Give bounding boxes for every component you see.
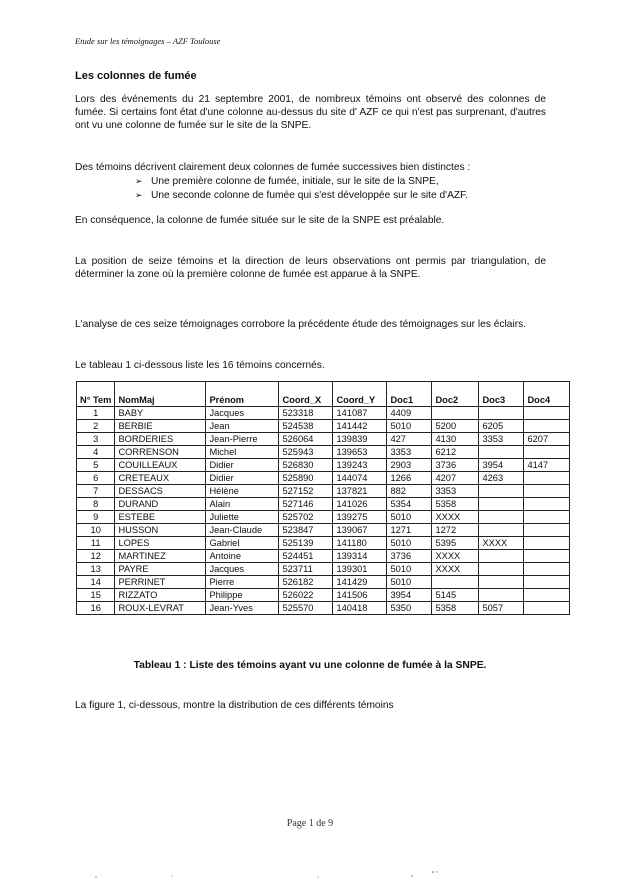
table-cell: [479, 563, 524, 576]
table-cell: 10: [77, 524, 115, 537]
scan-specks: [0, 860, 620, 880]
table-cell: BORDERIES: [115, 433, 206, 446]
table-cell: 15: [77, 589, 115, 602]
table-cell: Jean-Claude: [206, 524, 279, 537]
table-cell: Didier: [206, 459, 279, 472]
table-cell: [524, 420, 570, 433]
table-cell: Pierre: [206, 576, 279, 589]
section-title: Les colonnes de fumée: [75, 70, 197, 82]
table-cell: 11: [77, 537, 115, 550]
table-cell: 1266: [387, 472, 432, 485]
table-cell: 5354: [387, 498, 432, 511]
table-row: [77, 498, 570, 511]
table-cell: XXXX: [432, 511, 479, 524]
table-cell: 139067: [333, 524, 387, 537]
table-cell: 6207: [524, 433, 570, 446]
triangulation-paragraph: La position de seize témoins et la direction de leurs observations ont permis par triangulation, de déterminer la zone où la première colonne de fumée est apparue à la SNPE.: [75, 256, 546, 280]
table-cell: 141506: [333, 589, 387, 602]
table-cell: 523318: [279, 407, 333, 420]
table-cell: 4147: [524, 459, 570, 472]
table-cell: [479, 498, 524, 511]
analysis-paragraph: L'analyse de ces seize témoignages corrobore la précédente étude des témoignages sur les éclairs.: [75, 319, 527, 330]
table-cell: 5010: [387, 511, 432, 524]
table-row: [77, 524, 570, 537]
header-cell: Doc4: [524, 382, 570, 407]
table-cell: Antoine: [206, 550, 279, 563]
table-cell: 139653: [333, 446, 387, 459]
table-cell: 4207: [432, 472, 479, 485]
table-cell: DESSACS: [115, 485, 206, 498]
table-cell: [524, 589, 570, 602]
table-cell: 141180: [333, 537, 387, 550]
table-cell: 2903: [387, 459, 432, 472]
table-cell: 526064: [279, 433, 333, 446]
table-cell: [479, 589, 524, 602]
table-cell: 5200: [432, 420, 479, 433]
table-cell: DURAND: [115, 498, 206, 511]
table-cell: 141442: [333, 420, 387, 433]
table-cell: 137821: [333, 485, 387, 498]
table-cell: [432, 407, 479, 420]
table-cell: ESTEBE: [115, 511, 206, 524]
table-cell: 525943: [279, 446, 333, 459]
header-cell: NomMaj: [115, 382, 206, 407]
table-row: [77, 459, 570, 472]
table-cell: 525702: [279, 511, 333, 524]
witness-table: [76, 381, 570, 615]
table-cell: 527146: [279, 498, 333, 511]
table-cell: 1271: [387, 524, 432, 537]
table-cell: 4263: [479, 472, 524, 485]
table-cell: 3736: [387, 550, 432, 563]
table-cell: 5358: [432, 498, 479, 511]
table-cell: 141429: [333, 576, 387, 589]
table-row: [77, 433, 570, 446]
table-cell: XXXX: [479, 537, 524, 550]
table-cell: 3353: [479, 433, 524, 446]
table-header-row: [77, 382, 570, 407]
table-cell: 13: [77, 563, 115, 576]
bullet-item: [135, 175, 439, 188]
table-cell: 5057: [479, 602, 524, 615]
table-row: [77, 576, 570, 589]
table-cell: 5358: [432, 602, 479, 615]
header-cell: Doc1: [387, 382, 432, 407]
table-row: [77, 589, 570, 602]
table-cell: 5010: [387, 420, 432, 433]
table-cell: 8: [77, 498, 115, 511]
table-cell: 5350: [387, 602, 432, 615]
table-cell: 1272: [432, 524, 479, 537]
table-cell: 4409: [387, 407, 432, 420]
table-row: [77, 420, 570, 433]
header-cell: Coord_Y: [333, 382, 387, 407]
table-cell: 3954: [479, 459, 524, 472]
table-cell: 139839: [333, 433, 387, 446]
table-cell: 5010: [387, 576, 432, 589]
consequence-paragraph: En conséquence, la colonne de fumée située sur le site de la SNPE est préalable.: [75, 215, 445, 226]
table-cell: 9: [77, 511, 115, 524]
table-cell: Juliette: [206, 511, 279, 524]
table-cell: BABY: [115, 407, 206, 420]
table-cell: [479, 524, 524, 537]
header-cell: Doc2: [432, 382, 479, 407]
table-cell: PAYRE: [115, 563, 206, 576]
table-cell: RIZZATO: [115, 589, 206, 602]
table-cell: MARTINEZ: [115, 550, 206, 563]
table-cell: 5395: [432, 537, 479, 550]
table-cell: [479, 576, 524, 589]
table-row: [77, 485, 570, 498]
table-row: [77, 563, 570, 576]
table-cell: 3353: [432, 485, 479, 498]
table-cell: [479, 446, 524, 459]
table-cell: 523847: [279, 524, 333, 537]
table-cell: Gabriel: [206, 537, 279, 550]
table-cell: 12: [77, 550, 115, 563]
table-cell: 524451: [279, 550, 333, 563]
table-cell: CORRENSON: [115, 446, 206, 459]
table-cell: 144074: [333, 472, 387, 485]
table-cell: [479, 550, 524, 563]
bullet-item: [135, 189, 468, 202]
table-cell: [524, 485, 570, 498]
header-cell: Prénom: [206, 382, 279, 407]
table-cell: 139301: [333, 563, 387, 576]
table-cell: 527152: [279, 485, 333, 498]
table-cell: ROUX-LEVRAT: [115, 602, 206, 615]
table-row: [77, 472, 570, 485]
arrow-bullet-icon: ➢: [135, 190, 143, 200]
table-cell: 1: [77, 407, 115, 420]
table-cell: LOPES: [115, 537, 206, 550]
table-cell: [524, 407, 570, 420]
table-cell: 525570: [279, 602, 333, 615]
table-cell: 6212: [432, 446, 479, 459]
table-intro-paragraph: Le tableau 1 ci-dessous liste les 16 témoins concernés.: [75, 360, 325, 371]
table-cell: 141026: [333, 498, 387, 511]
table-cell: Jean: [206, 420, 279, 433]
table-cell: 526182: [279, 576, 333, 589]
header-cell: Coord_X: [279, 382, 333, 407]
table-cell: Jean-Yves: [206, 602, 279, 615]
table-row: [77, 446, 570, 459]
table-cell: 3353: [387, 446, 432, 459]
table-cell: XXXX: [432, 563, 479, 576]
table-cell: [479, 511, 524, 524]
table-cell: Michel: [206, 446, 279, 459]
table-cell: 525890: [279, 472, 333, 485]
table-cell: [524, 524, 570, 537]
table-cell: 7: [77, 485, 115, 498]
table-caption: Tableau 1 : Liste des témoins ayant vu une colonne de fumée à la SNPE.: [133, 660, 487, 671]
table-cell: 5010: [387, 537, 432, 550]
two-columns-paragraph: Des témoins décrivent clairement deux colonnes de fumée successives bien distinctes :: [75, 162, 471, 173]
table-cell: 4130: [432, 433, 479, 446]
table-cell: 427: [387, 433, 432, 446]
table-cell: 524538: [279, 420, 333, 433]
table-cell: 139314: [333, 550, 387, 563]
table-cell: PERRINET: [115, 576, 206, 589]
table-body: [77, 407, 570, 615]
table-cell: Didier: [206, 472, 279, 485]
table-cell: Jean-Pierre: [206, 433, 279, 446]
table-cell: 5010: [387, 563, 432, 576]
table-cell: [524, 511, 570, 524]
table-row: [77, 550, 570, 563]
table-cell: 6: [77, 472, 115, 485]
table-cell: [524, 498, 570, 511]
table-cell: COUILLEAUX: [115, 459, 206, 472]
table-cell: 2: [77, 420, 115, 433]
table-cell: 882: [387, 485, 432, 498]
table-cell: Alain: [206, 498, 279, 511]
running-header: Etude sur les témoignages – AZF Toulouse: [75, 36, 221, 46]
table-cell: Hélène: [206, 485, 279, 498]
bullet-text: Une première colonne de fumée, initiale, sur le site de la SNPE,: [151, 176, 439, 187]
table-cell: 6205: [479, 420, 524, 433]
table-cell: BERBIE: [115, 420, 206, 433]
table-row: [77, 602, 570, 615]
arrow-bullet-icon: ➢: [135, 176, 143, 186]
table-cell: HUSSON: [115, 524, 206, 537]
table-cell: 523711: [279, 563, 333, 576]
table-cell: 525139: [279, 537, 333, 550]
table-cell: 3: [77, 433, 115, 446]
header-cell: Doc3: [479, 382, 524, 407]
table-cell: [479, 407, 524, 420]
table-row: [77, 537, 570, 550]
table-cell: 526830: [279, 459, 333, 472]
table-cell: 14: [77, 576, 115, 589]
table-row: [77, 407, 570, 420]
table-cell: 139275: [333, 511, 387, 524]
table-cell: 16: [77, 602, 115, 615]
header-cell: N° Tem: [77, 382, 115, 407]
table-cell: [524, 537, 570, 550]
table-cell: Philippe: [206, 589, 279, 602]
bullet-text: Une seconde colonne de fumée qui s'est développée sur le site d'AZF.: [151, 190, 469, 201]
table-cell: [432, 576, 479, 589]
table-row: [77, 511, 570, 524]
page-footer: Page 1 de 9: [286, 818, 334, 829]
table-cell: [524, 550, 570, 563]
table-cell: XXXX: [432, 550, 479, 563]
table-cell: 5: [77, 459, 115, 472]
table-cell: 5145: [432, 589, 479, 602]
table-cell: 140418: [333, 602, 387, 615]
table-cell: 141087: [333, 407, 387, 420]
table-cell: [524, 563, 570, 576]
table-cell: 3954: [387, 589, 432, 602]
table-cell: CRETEAUX: [115, 472, 206, 485]
intro-paragraph: Lors des événements du 21 septembre 2001, de nombreux témoins ont observé des colonnes de fumée. Si certains font état d'une colonne au-dessus du site d' AZF ce qui n'est pas surprenant, d'autres ont vu une colonne de fumée sur le site de la SNPE.: [75, 94, 546, 131]
table-cell: Jacques: [206, 407, 279, 420]
table-cell: 4: [77, 446, 115, 459]
table-cell: Jacques: [206, 563, 279, 576]
table-cell: 139243: [333, 459, 387, 472]
table-cell: [524, 472, 570, 485]
table-cell: 526022: [279, 589, 333, 602]
table-cell: [524, 602, 570, 615]
table-cell: [479, 485, 524, 498]
table-cell: 3736: [432, 459, 479, 472]
figure-intro-paragraph: La figure 1, ci-dessous, montre la distribution de ces différents témoins: [75, 700, 394, 711]
table-cell: [524, 446, 570, 459]
table-cell: [524, 576, 570, 589]
